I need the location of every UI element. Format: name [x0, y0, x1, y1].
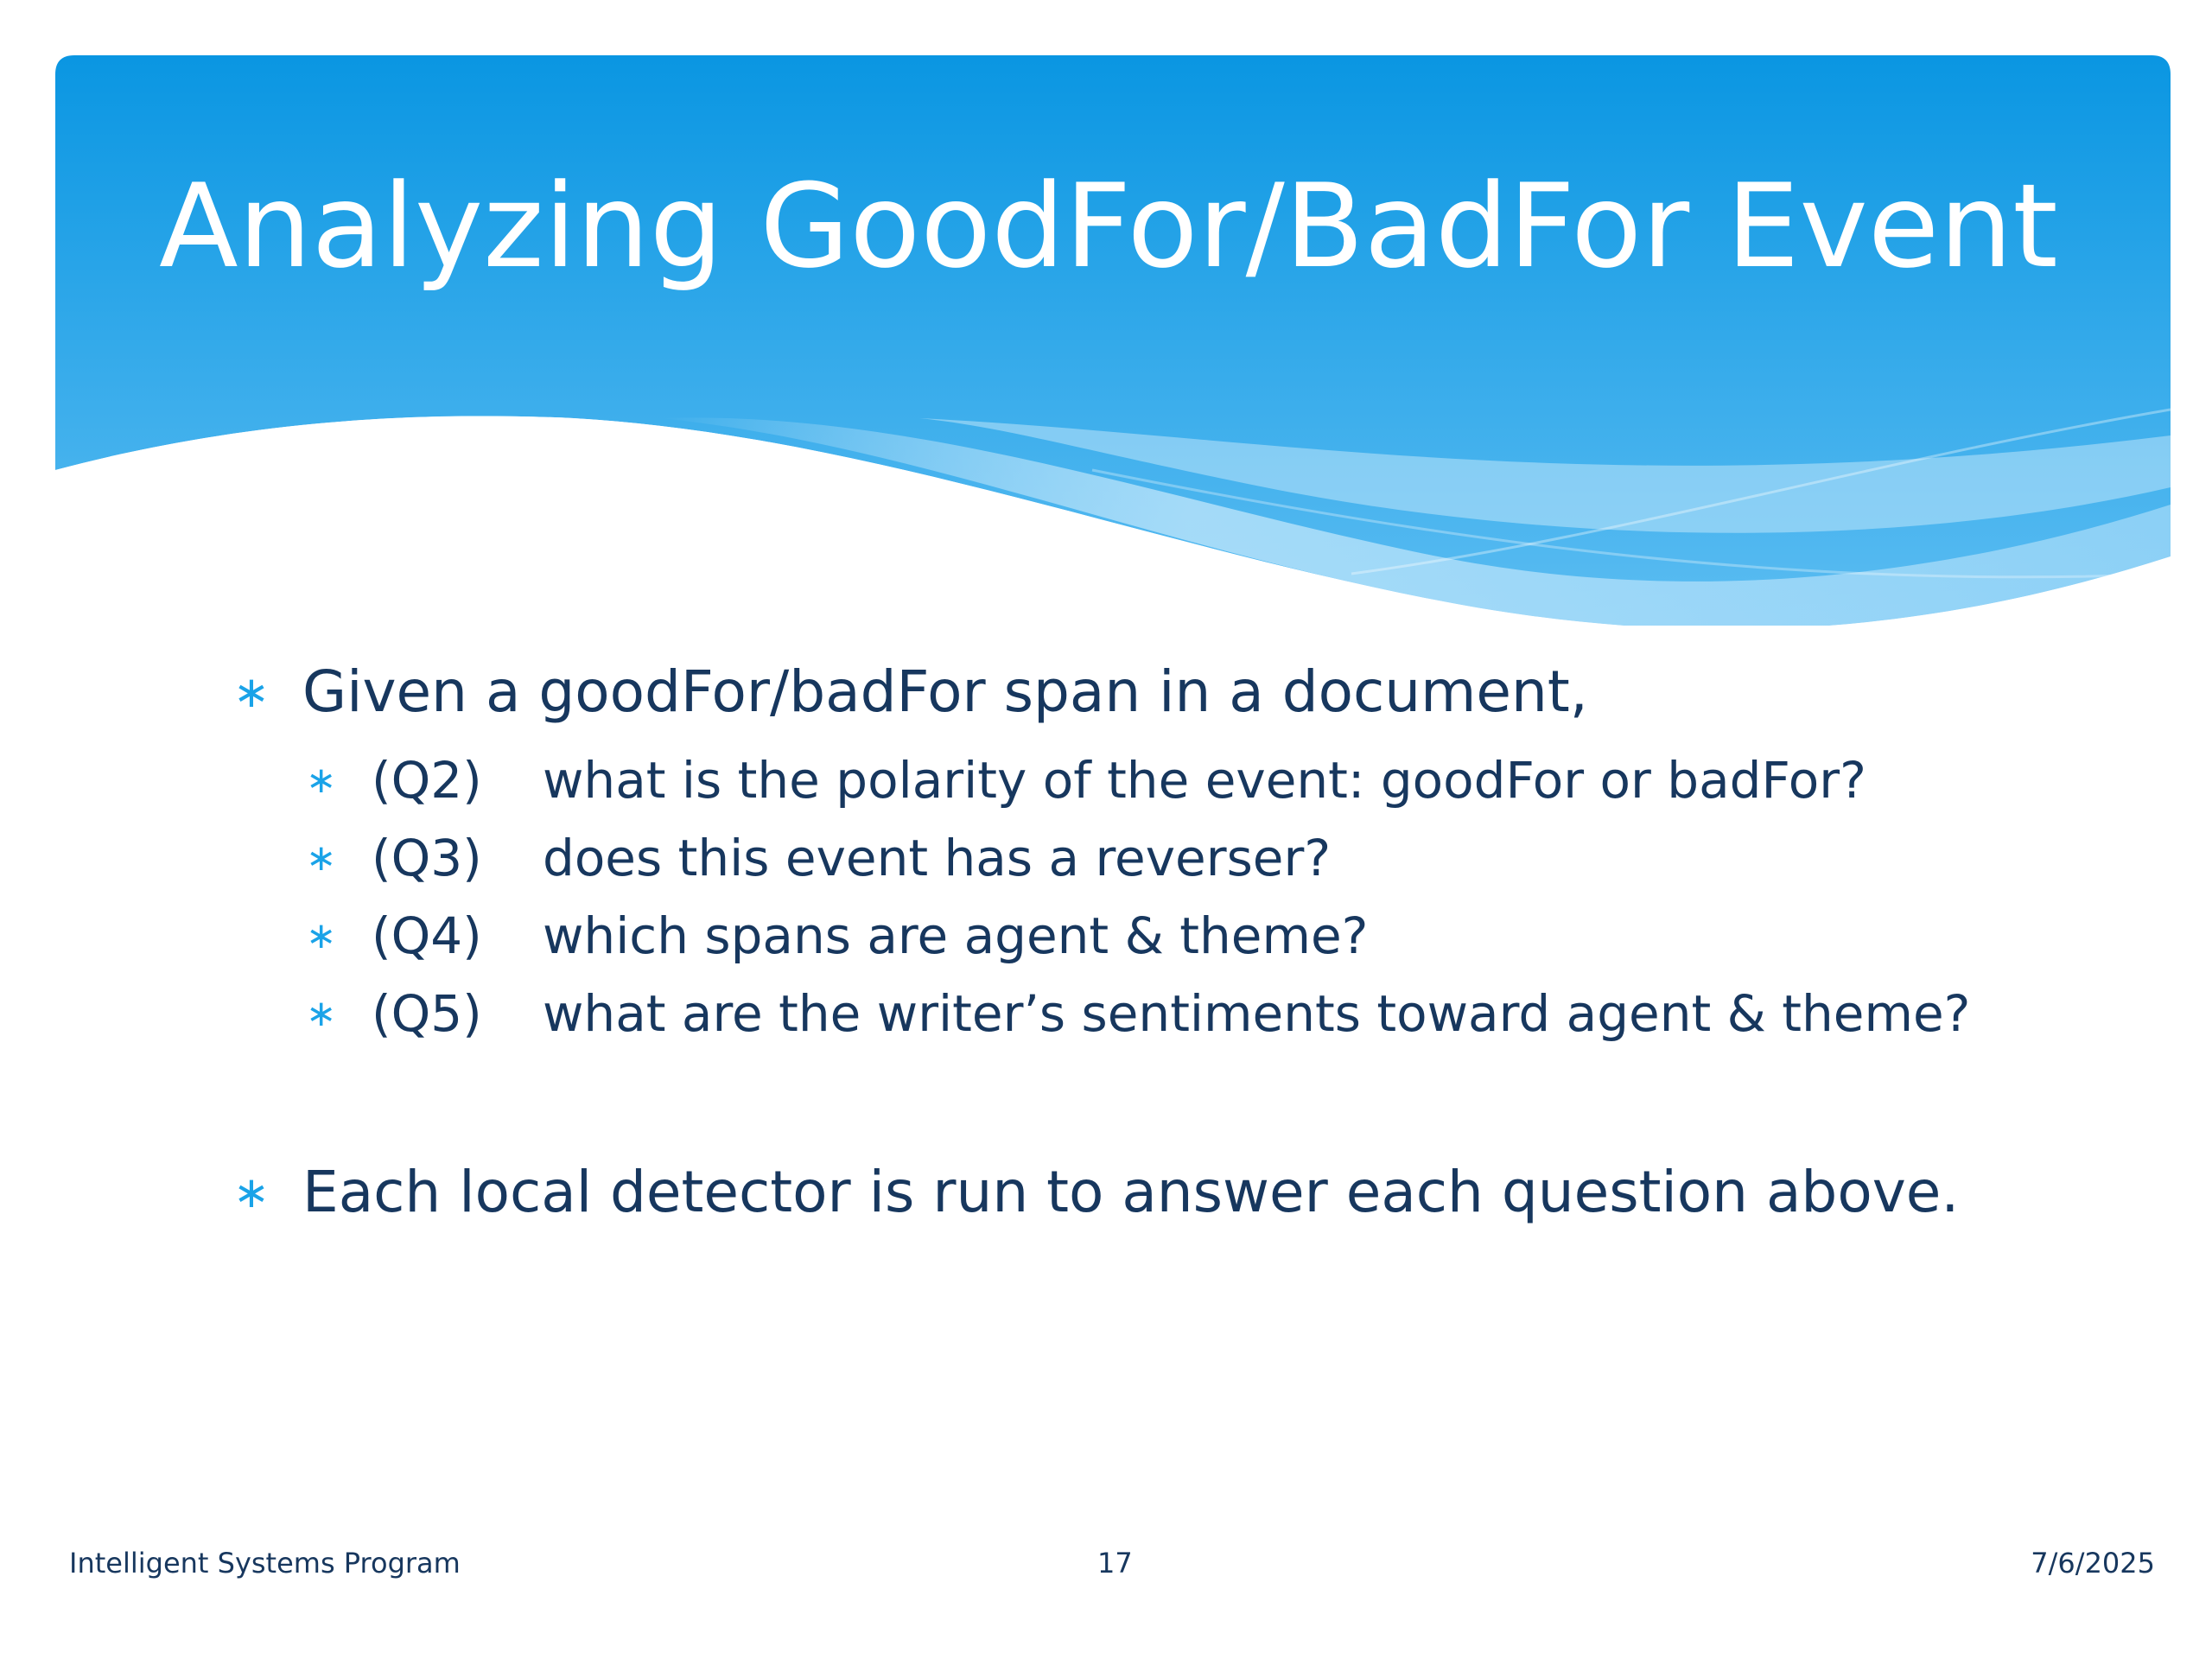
- asterisk-bullet-icon: ∗: [233, 1166, 270, 1217]
- bullet-text: Each local detector is run to answer each question above.: [302, 1158, 1960, 1225]
- asterisk-bullet-icon: ∗: [306, 758, 337, 801]
- asterisk-bullet-icon: ∗: [306, 991, 337, 1034]
- footer-page-number: 17: [1097, 1547, 1133, 1580]
- sub-bullet-list: [306, 744, 2048, 1050]
- question-id: (Q4): [372, 906, 482, 965]
- sub-bullet-item: [306, 977, 2048, 1050]
- sub-bullet-item: [306, 744, 2048, 817]
- spacer: [233, 1055, 2048, 1157]
- asterisk-bullet-icon: ∗: [306, 836, 337, 879]
- bullet-text: Given a goodFor/badFor span in a document,: [302, 658, 1588, 725]
- question-text: what are the writer’s sentiments toward agent & theme?: [543, 983, 1971, 1043]
- asterisk-bullet-icon: ∗: [233, 667, 270, 717]
- asterisk-bullet-icon: ∗: [306, 913, 337, 957]
- question-id: (Q3): [372, 828, 482, 887]
- wave-banner-graphic: [55, 55, 2171, 626]
- slide-title: Analyzing GoodFor/BadFor Event: [159, 159, 2058, 294]
- bullet-item: [233, 1157, 2048, 1229]
- title-banner: [55, 55, 2171, 626]
- question-text: which spans are agent & theme?: [543, 906, 1369, 965]
- sub-bullet-item: [306, 899, 2048, 972]
- footer-organization: Intelligent Systems Program: [69, 1547, 461, 1580]
- footer-date: 7/6/2025: [2031, 1547, 2155, 1580]
- slide-body: [233, 657, 2048, 1228]
- bullet-item: [233, 657, 2048, 728]
- question-id: (Q5): [372, 983, 482, 1043]
- question-text: what is the polarity of the event: goodFor or badFor?: [543, 750, 1866, 810]
- question-id: (Q2): [372, 750, 482, 810]
- sub-bullet-item: [306, 822, 2048, 894]
- question-text: does this event has a reverser?: [543, 828, 1332, 887]
